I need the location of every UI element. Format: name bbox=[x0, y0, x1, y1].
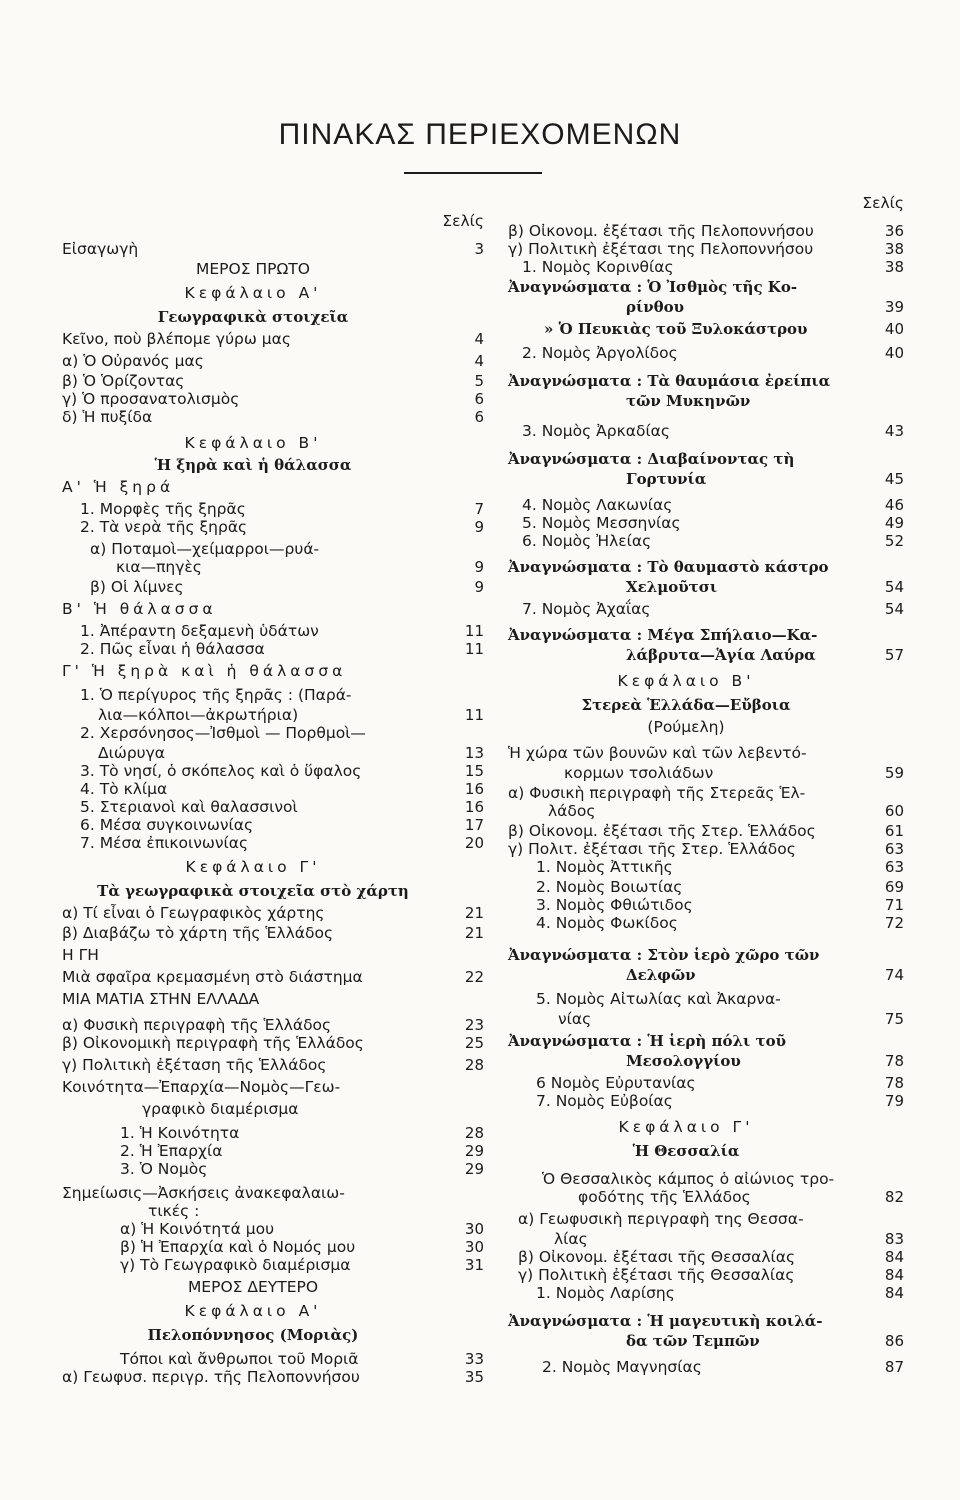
toc-entry-title: Γορτυνία bbox=[626, 470, 707, 488]
toc-entry-title: Ἀναγνώσματα : Διαβαίνοντας τὴ bbox=[508, 450, 795, 468]
toc-entry-title: γ) Πολιτ. ἐξέτασι τῆς Στερ. Ἑλλάδος bbox=[508, 840, 796, 858]
toc-entry-title: Κεφάλαιο Α' bbox=[184, 284, 322, 302]
toc-entry-title: Γεωγραφικὰ στοιχεῖα bbox=[157, 308, 349, 326]
toc-entry-title: Τόποι καὶ ἄνθρωποι τοῦ Μοριᾶ bbox=[120, 1350, 359, 1368]
toc-entry-title: β) Οἰκονομ. ἐξέτασι τῆς Θεσσαλίας bbox=[518, 1248, 796, 1266]
toc-entry bbox=[508, 856, 904, 878]
toc-entry-title: 6. Μέσα συγκοινωνίας bbox=[80, 816, 254, 834]
toc-entry-page-number: 63 bbox=[884, 858, 904, 876]
toc-entry-title: Η ΓΗ bbox=[62, 946, 99, 964]
toc-entry-page-number: 78 bbox=[884, 1052, 904, 1070]
toc-entry-page-number: 21 bbox=[464, 904, 484, 922]
toc-entry bbox=[508, 912, 904, 934]
toc-entry-page-number: 21 bbox=[464, 924, 484, 942]
toc-entry-page-number: 78 bbox=[884, 1074, 904, 1092]
toc-entry-title: α) Ἡ Κοινότητά μου bbox=[120, 1220, 275, 1238]
toc-entry-page-number: 54 bbox=[884, 600, 904, 618]
toc-entry-page-number: 16 bbox=[464, 780, 484, 798]
toc-entry-title: φοδότης τῆς Ἑλλάδος bbox=[578, 1188, 751, 1206]
toc-entry-page-number: 71 bbox=[884, 896, 904, 914]
toc-entry bbox=[62, 350, 484, 372]
toc-entry-page-number: 6 bbox=[474, 390, 484, 408]
toc-entry-title: 2. Τὰ νερὰ τῆς ξηρᾶς bbox=[80, 518, 248, 536]
toc-entry-page-number: 9 bbox=[474, 578, 484, 596]
toc-entry-page-number: 87 bbox=[884, 1358, 904, 1376]
toc-entry-page-number: 3 bbox=[474, 240, 484, 258]
toc-entry-title: 7. Νομὸς Εὐβοίας bbox=[536, 1092, 673, 1110]
toc-entry-title: 2. Νομὸς Ἀργολίδος bbox=[522, 344, 678, 362]
toc-entry bbox=[508, 420, 904, 442]
toc-entry bbox=[508, 694, 904, 716]
toc-entry-page-number: 84 bbox=[884, 1266, 904, 1284]
toc-entry-title: » Ὁ Πευκιὰς τοῦ Ξυλοκάστρου bbox=[544, 320, 808, 338]
toc-entry bbox=[508, 800, 904, 822]
toc-entry-title: Πελοπόννησος (Μοριὰς) bbox=[147, 1326, 359, 1344]
toc-entry-page-number: 39 bbox=[884, 298, 904, 316]
toc-entry-title: λια—κόλποι—ἀκρωτήρια) bbox=[98, 706, 299, 724]
toc-entry bbox=[508, 576, 904, 598]
toc-entry bbox=[62, 1076, 484, 1098]
toc-entry-page-number: 79 bbox=[884, 1092, 904, 1110]
toc-entry-page-number: 69 bbox=[884, 878, 904, 896]
toc-entry-page-number: 84 bbox=[884, 1248, 904, 1266]
page-column-header bbox=[62, 210, 484, 232]
toc-entry-page-number: 11 bbox=[464, 622, 484, 640]
toc-entry-page-number: 5 bbox=[474, 372, 484, 390]
toc-entry-title: 5. Νομὸς Μεσσηνίας bbox=[522, 514, 681, 532]
toc-entry-title: Δελφῶν bbox=[626, 966, 696, 984]
toc-entry-page-number: 9 bbox=[474, 518, 484, 536]
toc-entry-title: Ἀναγνώσματα : Στὸν ἱερὸ χῶρο τῶν bbox=[508, 946, 820, 964]
toc-entry-page-number: 86 bbox=[884, 1332, 904, 1350]
toc-entry bbox=[62, 1254, 484, 1276]
toc-entry-page-number: 75 bbox=[884, 1010, 904, 1028]
toc-entry-title: 3. Νομὸς Φθιώτιδος bbox=[536, 896, 693, 914]
toc-entry-title: 2. Ἡ Ἐπαρχία bbox=[120, 1142, 223, 1160]
toc-entry-title: α) Γεωφυσ. περιγρ. τῆς Πελοποννήσου bbox=[62, 1368, 360, 1386]
toc-entry-title: 2. Νομὸς Μαγνησίας bbox=[542, 1358, 702, 1376]
toc-entry-page-number: 13 bbox=[464, 744, 484, 762]
toc-entry-title: 6 Νομὸς Εὐρυτανίας bbox=[536, 1074, 696, 1092]
toc-entry bbox=[508, 1116, 904, 1138]
toc-entry-page-number: 54 bbox=[884, 578, 904, 596]
toc-entry-page-number: 30 bbox=[464, 1220, 484, 1238]
toc-entry-title: κια—πηγὲς bbox=[116, 558, 202, 576]
toc-entry-title: β) Οἰκονομ. ἐξέτασι τῆς Στερ. Ἑλλάδος bbox=[508, 822, 816, 840]
toc-entry-title: γ) Τὸ Γεωγραφικὸ διαμέρισμα bbox=[120, 1256, 351, 1274]
toc-entry bbox=[62, 684, 484, 706]
toc-entry bbox=[508, 716, 904, 738]
toc-entry-title: Τὰ γεωγραφικὰ στοιχεῖα στὸ χάρτη bbox=[97, 882, 409, 900]
toc-entry-title: λίας bbox=[554, 1230, 588, 1248]
toc-entry-title: β) Οἰκονομ. ἐξέτασι τῆς Πελοποννήσου bbox=[508, 222, 814, 240]
toc-entry-title: τῶν Μυκηνῶν bbox=[626, 392, 751, 410]
toc-entry-title: Ἀναγνώσματα : Μέγα Σπήλαιο—Κα- bbox=[508, 626, 818, 644]
toc-entry-page-number: 11 bbox=[464, 706, 484, 724]
toc-entry bbox=[508, 296, 904, 318]
toc-entry-page-number: 59 bbox=[884, 764, 904, 782]
toc-entry bbox=[508, 944, 904, 966]
toc-entry-title: (Ρούμελη) bbox=[647, 718, 725, 736]
toc-entry bbox=[62, 1366, 484, 1388]
toc-entry-page-number: 17 bbox=[464, 816, 484, 834]
toc-entry bbox=[62, 1032, 484, 1054]
toc-entry-title: δα τῶν Τεμπῶν bbox=[626, 1332, 760, 1350]
toc-entry-title: Μιὰ σφαῖρα κρεμασμένη στὸ διάστημα bbox=[62, 968, 363, 986]
toc-entry-title: λάβρυτα—Ἁγία Λαύρα bbox=[626, 646, 816, 664]
toc-entry-title: α) Τί εἶναι ὁ Γεωγραφικὸς χάρτης bbox=[62, 904, 325, 922]
toc-entry-title: Ἀναγνώσματα : Ἡ μαγευτικὴ κοιλά- bbox=[508, 1312, 823, 1330]
toc-entry-page-number: 82 bbox=[884, 1188, 904, 1206]
toc-entry-page-number: 29 bbox=[464, 1160, 484, 1178]
toc-entry bbox=[508, 988, 904, 1010]
toc-entry bbox=[508, 448, 904, 470]
toc-entry-title: 2. Χερσόνησος—Ἰσθμοὶ — Πορθμοὶ— bbox=[80, 724, 366, 742]
toc-entry bbox=[508, 390, 904, 412]
toc-entry-title: κορμων τσολιάδων bbox=[564, 764, 714, 782]
toc-entry-title: Ἀναγνώσματα : Τὰ θαυμάσια ἐρείπια bbox=[508, 372, 831, 390]
toc-entry bbox=[62, 1300, 484, 1322]
toc-entry bbox=[62, 1324, 484, 1346]
toc-entry-title: Στερεὰ Ἑλλάδα—Εὔβοια bbox=[581, 696, 791, 714]
toc-entry bbox=[508, 1330, 904, 1352]
toc-entry-title: Γ' Ἡ ξηρὰ καὶ ἡ θάλασσα bbox=[62, 662, 347, 680]
toc-entry-page-number: 63 bbox=[884, 840, 904, 858]
toc-entry-title: Κεῖνο, ποὺ βλέπομε γύρω μας bbox=[62, 330, 291, 348]
toc-entry-title: 1. Ὁ περίγυρος τῆς ξηρᾶς : (Παρά- bbox=[80, 686, 352, 704]
toc-entry bbox=[508, 318, 904, 340]
toc-entry-title: 1. Νομὸς Ἀττικῆς bbox=[536, 858, 673, 876]
toc-entry-title: 5. Στεριανοὶ καὶ θαλασσινοὶ bbox=[80, 798, 298, 816]
toc-entry bbox=[62, 258, 484, 280]
toc-entry-page-number: 60 bbox=[884, 802, 904, 820]
toc-entry-title: α) Ὁ Οὐρανός μας bbox=[62, 352, 204, 370]
toc-entry-title: Σημείωσις—Ἀσκήσεις ἀνακεφαλαιω- bbox=[62, 1184, 345, 1202]
toc-entry bbox=[508, 276, 904, 298]
toc-entry-title: 1. Ἀπέραντη δεξαμενὴ ὑδάτων bbox=[80, 622, 319, 640]
toc-entry-page-number: 61 bbox=[884, 822, 904, 840]
toc-entry-page-number: 49 bbox=[884, 514, 904, 532]
toc-entry bbox=[62, 856, 484, 878]
toc-entry bbox=[62, 282, 484, 304]
toc-entry-title: Κεφάλαιο Γ' bbox=[618, 1118, 754, 1136]
toc-entry bbox=[62, 880, 484, 902]
toc-entry bbox=[508, 1186, 904, 1208]
toc-entry bbox=[62, 902, 484, 924]
toc-entry bbox=[62, 1158, 484, 1180]
toc-entry-title: τικές : bbox=[148, 1202, 200, 1220]
toc-entry bbox=[508, 468, 904, 490]
toc-entry-title: 3. Ὁ Νομὸς bbox=[120, 1160, 208, 1178]
page-title: ΠΙΝΑΚΑΣ ΠΕΡΙΕΧΟΜΕΝΩΝ bbox=[278, 118, 682, 151]
toc-entry bbox=[62, 598, 484, 620]
toc-entry-title: β) Ὁ Ὁρίζοντας bbox=[62, 372, 185, 390]
toc-entry-page-number: 57 bbox=[884, 646, 904, 664]
toc-entry-title: 3. Τὸ νησί, ὁ σκόπελος καὶ ὁ ὕφαλος bbox=[80, 762, 362, 780]
toc-entry bbox=[508, 1310, 904, 1332]
toc-entry bbox=[508, 530, 904, 552]
toc-entry-title: ΜΕΡΟΣ ΔΕΥΤΕΡΟ bbox=[187, 1278, 319, 1296]
toc-entry-page-number: 6 bbox=[474, 408, 484, 426]
toc-entry bbox=[62, 638, 484, 660]
toc-entry-page-number: 15 bbox=[464, 762, 484, 780]
toc-entry-title: 1. Νομὸς Κορινθίας bbox=[522, 258, 674, 276]
toc-entry-page-number: 31 bbox=[464, 1256, 484, 1274]
toc-entry-title: 1. Νομὸς Λαρίσης bbox=[536, 1284, 675, 1302]
toc-entry-title: Μεσολογγίου bbox=[626, 1052, 741, 1070]
toc-entry bbox=[508, 742, 904, 764]
toc-entry-title: ΜΙΑ ΜΑΤΙΑ ΣΤΗΝ ΕΛΛΑΔΑ bbox=[62, 990, 260, 1008]
toc-entry-page-number: 22 bbox=[464, 968, 484, 986]
toc-entry-title: γ) Πολιτικὴ ἐξέτασι της Πελοποννήσου bbox=[508, 240, 814, 258]
page-header-label: Σελίς bbox=[862, 194, 904, 212]
toc-entry bbox=[508, 1140, 904, 1162]
toc-entry-page-number: 4 bbox=[474, 352, 484, 370]
toc-entry-title: Ἡ χώρα τῶν βουνῶν καὶ τῶν λεβεντό- bbox=[508, 744, 807, 762]
toc-entry-page-number: 84 bbox=[884, 1284, 904, 1302]
toc-entry-title: 4. Τὸ κλίμα bbox=[80, 780, 168, 798]
toc-entry-title: 2. Νομὸς Βοιωτίας bbox=[536, 878, 683, 896]
toc-entry bbox=[62, 1098, 484, 1120]
toc-entry-title: Ἡ ξηρὰ καὶ ἡ θάλασσα bbox=[154, 456, 352, 474]
toc-entry-page-number: 30 bbox=[464, 1238, 484, 1256]
page-header-label: Σελίς bbox=[442, 212, 484, 230]
toc-entry bbox=[508, 624, 904, 646]
toc-entry bbox=[62, 238, 484, 260]
toc-entry-title: β) Διαβάζω τὸ χάρτη τῆς Ἑλλάδος bbox=[62, 924, 334, 942]
toc-entry-page-number: 36 bbox=[884, 222, 904, 240]
toc-entry-title: γραφικὸ διαμέρισμα bbox=[142, 1100, 299, 1118]
toc-entry bbox=[508, 1008, 904, 1030]
toc-entry bbox=[62, 944, 484, 966]
toc-entry-page-number: 28 bbox=[464, 1056, 484, 1074]
toc-entry-page-number: 40 bbox=[884, 344, 904, 362]
toc-entry bbox=[62, 306, 484, 328]
toc-entry bbox=[62, 454, 484, 476]
toc-entry-title: α) Φυσικὴ περιγραφὴ τῆς Στερεᾶς Ἑλ- bbox=[508, 784, 806, 802]
toc-entry bbox=[508, 342, 904, 364]
toc-entry-title: γ) Πολιτικὴ ἐξέτασι τῆς Θεσσαλίας bbox=[518, 1266, 795, 1284]
toc-entry bbox=[508, 1030, 904, 1052]
toc-entry-page-number: 33 bbox=[464, 1350, 484, 1368]
toc-entry-page-number: 83 bbox=[884, 1230, 904, 1248]
title-underline bbox=[404, 172, 542, 174]
toc-entry-page-number: 11 bbox=[464, 640, 484, 658]
toc-entry-title: 3. Νομὸς Ἀρκαδίας bbox=[522, 422, 670, 440]
toc-entry bbox=[508, 370, 904, 392]
toc-entry bbox=[62, 1276, 484, 1298]
toc-entry-title: Κεφάλαιο Γ' bbox=[185, 858, 321, 876]
toc-entry-title: λάδος bbox=[548, 802, 596, 820]
toc-entry bbox=[62, 556, 484, 578]
toc-entry bbox=[508, 598, 904, 620]
toc-entry-page-number: 28 bbox=[464, 1124, 484, 1142]
toc-entry-page-number: 72 bbox=[884, 914, 904, 932]
toc-entry-title: ρίνθου bbox=[626, 298, 685, 316]
toc-entry-page-number: 43 bbox=[884, 422, 904, 440]
toc-entry-page-number: 4 bbox=[474, 330, 484, 348]
toc-entry-title: 7. Μέσα ἐπικοινωνίας bbox=[80, 834, 249, 852]
toc-entry-page-number: 20 bbox=[464, 834, 484, 852]
toc-entry-page-number: 25 bbox=[464, 1034, 484, 1052]
toc-entry-page-number: 38 bbox=[884, 240, 904, 258]
toc-entry bbox=[508, 1282, 904, 1304]
toc-entry-title: Α' Ἡ ξηρά bbox=[62, 478, 175, 496]
toc-entry-page-number: 46 bbox=[884, 496, 904, 514]
toc-entry-title: 4. Νομὸς Φωκίδος bbox=[536, 914, 678, 932]
toc-entry-title: α) Γεωφυσικὴ περιγραφὴ της Θεσσα- bbox=[518, 1210, 804, 1228]
toc-entry-title: ΜΕΡΟΣ ΠΡΩΤΟ bbox=[196, 260, 310, 278]
toc-entry-title: 1. Ἡ Κοινότητα bbox=[120, 1124, 240, 1142]
toc-entry bbox=[62, 406, 484, 428]
toc-entry-title: γ) Πολιτικὴ ἐξέταση τῆς Ἑλλάδος bbox=[62, 1056, 327, 1074]
toc-entry-page-number: 35 bbox=[464, 1368, 484, 1386]
toc-entry-title: δ) Ἡ πυξίδα bbox=[62, 408, 153, 426]
toc-entry-title: 4. Νομὸς Λακωνίας bbox=[522, 496, 673, 514]
toc-entry-page-number: 7 bbox=[474, 500, 484, 518]
toc-entry-title: 5. Νομὸς Αἰτωλίας καὶ Ἀκαρνα- bbox=[536, 990, 781, 1008]
toc-entry-title: 7. Νομὸς Ἀχαΐας bbox=[522, 600, 651, 618]
toc-entry bbox=[62, 660, 484, 682]
toc-entry-title: Κεφάλαιο Β' bbox=[617, 672, 755, 690]
toc-entry bbox=[508, 1050, 904, 1072]
toc-entry bbox=[508, 644, 904, 666]
toc-entry-title: Ὁ Θεσσαλικὸς κάμπος ὁ αἰώνιος τρο- bbox=[542, 1170, 835, 1188]
toc-entry-title: β) Οἰκονομικὴ περιγραφὴ τῆς Ἑλλάδος bbox=[62, 1034, 364, 1052]
toc-entry-title: α) Ποταμοὶ—χείμαρροι—ρυά- bbox=[90, 540, 320, 558]
toc-entry-page-number: 29 bbox=[464, 1142, 484, 1160]
toc-entry-title: 6. Νομὸς Ἠλείας bbox=[522, 532, 652, 550]
toc-entry bbox=[62, 576, 484, 598]
toc-entry-page-number: 74 bbox=[884, 966, 904, 984]
toc-entry bbox=[62, 722, 484, 744]
toc-entry bbox=[508, 1356, 904, 1378]
toc-entry-title: Β' Ἡ θάλασσα bbox=[62, 600, 217, 618]
toc-entry-title: Ἀναγνώσματα : Τὸ θαυμαστὸ κάστρο bbox=[508, 558, 829, 576]
toc-entry-title: 2. Πῶς εἶναι ἡ θάλασσα bbox=[80, 640, 265, 658]
page-column-header bbox=[508, 192, 904, 214]
toc-entry-title: Κεφάλαιο Β' bbox=[184, 434, 322, 452]
toc-entry bbox=[508, 762, 904, 784]
toc-entry-page-number: 40 bbox=[884, 320, 904, 338]
toc-entry bbox=[62, 1054, 484, 1076]
toc-entry-title: Κεφάλαιο Α' bbox=[184, 1302, 322, 1320]
toc-entry-title: β) Ἡ Ἐπαρχία καὶ ὁ Νομός μου bbox=[120, 1238, 356, 1256]
toc-entry-page-number: 16 bbox=[464, 798, 484, 816]
toc-entry-title: β) Οἱ λίμνες bbox=[90, 578, 184, 596]
toc-entry bbox=[508, 964, 904, 986]
toc-entry-title: 1. Μορφὲς τῆς ξηρᾶς bbox=[80, 500, 246, 518]
toc-entry-title: Χελμοῦτσι bbox=[626, 578, 718, 596]
toc-entry bbox=[508, 1208, 904, 1230]
toc-entry bbox=[62, 328, 484, 350]
toc-entry-title: α) Φυσικὴ περιγραφὴ τῆς Ἑλλάδος bbox=[62, 1016, 332, 1034]
toc-entry bbox=[62, 832, 484, 854]
toc-entry bbox=[508, 670, 904, 692]
toc-entry-title: Διώρυγα bbox=[98, 744, 166, 762]
toc-entry-title: Ἀναγνώσματα : Ὁ Ἰσθμὸς τῆς Κο- bbox=[508, 278, 798, 296]
toc-entry-title: Ἀναγνώσματα : Ἡ ἱερὴ πόλι τοῦ bbox=[508, 1032, 786, 1050]
toc-entry-page-number: 23 bbox=[464, 1016, 484, 1034]
toc-entry-page-number: 52 bbox=[884, 532, 904, 550]
toc-entry bbox=[62, 922, 484, 944]
toc-entry-title: γ) Ὁ προσανατολισμὸς bbox=[62, 390, 240, 408]
toc-entry-title: νίας bbox=[558, 1010, 592, 1028]
toc-entry bbox=[62, 516, 484, 538]
toc-entry-title: Κοινότητα—Ἐπαρχία—Νομὸς—Γεω- bbox=[62, 1078, 341, 1096]
toc-entry-title: Ἡ Θεσσαλία bbox=[632, 1142, 740, 1160]
toc-entry bbox=[62, 476, 484, 498]
toc-entry bbox=[508, 256, 904, 278]
toc-entry bbox=[62, 432, 484, 454]
toc-entry bbox=[62, 988, 484, 1010]
toc-entry bbox=[508, 556, 904, 578]
toc-entry-page-number: 38 bbox=[884, 258, 904, 276]
toc-entry bbox=[508, 1090, 904, 1112]
toc-entry-title: Εἰσαγωγὴ bbox=[62, 240, 139, 258]
toc-entry bbox=[62, 966, 484, 988]
toc-entry-page-number: 45 bbox=[884, 470, 904, 488]
toc-entry-page-number: 9 bbox=[474, 558, 484, 576]
